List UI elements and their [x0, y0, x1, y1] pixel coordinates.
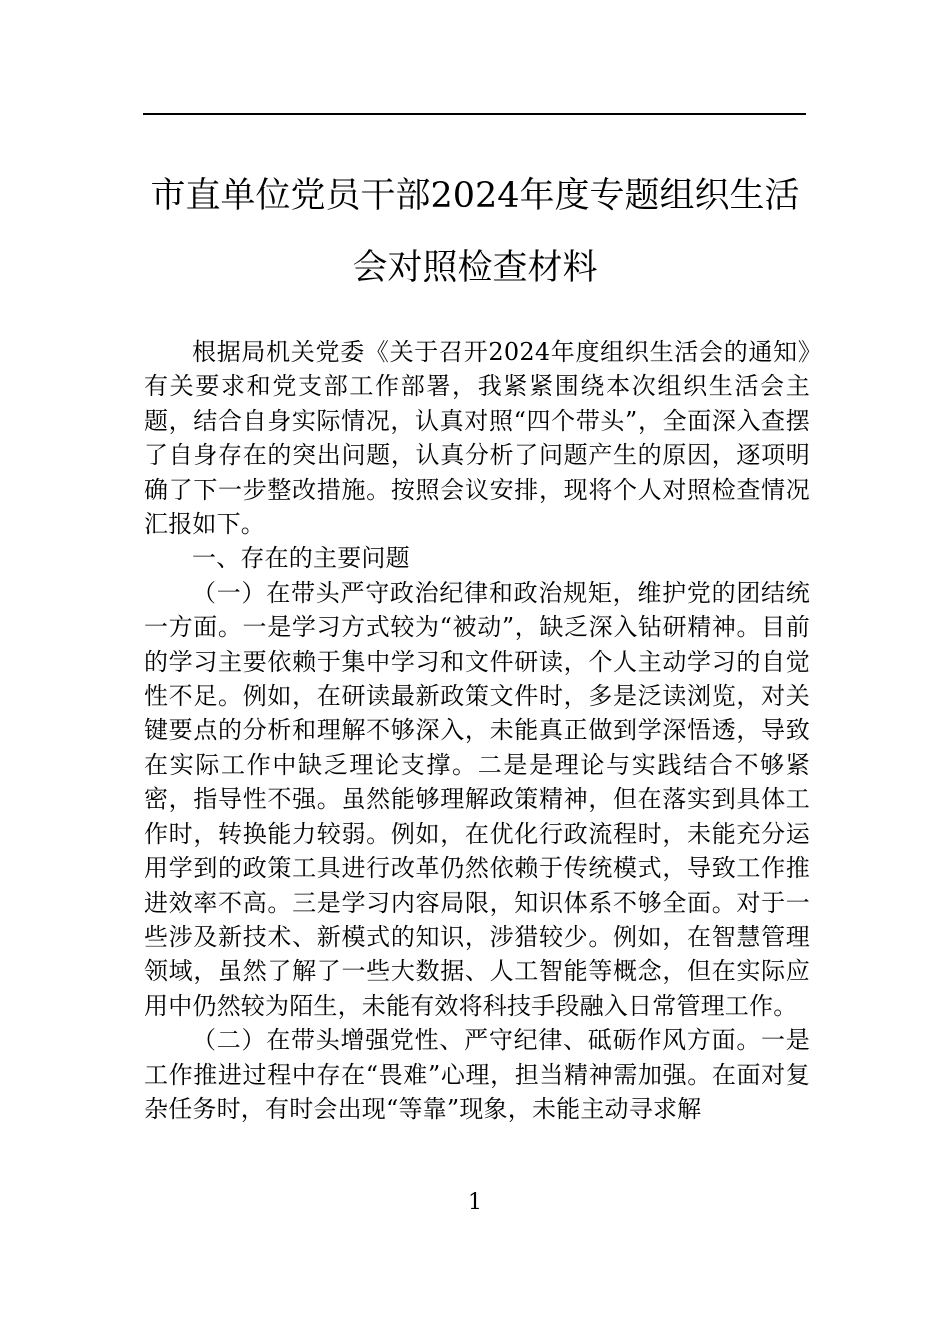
body-paragraph-section-2: （二）在带头增强党性、严守纪律、砥砺作风方面。一是工作推进过程中存在“畏难”心理，担当精神需加强。在面对复杂任务时，有时会出现“等靠”现象，未能主动寻求解 — [144, 1026, 810, 1123]
body-paragraph-section-1: （一）在带头严守政治纪律和政治规矩，维护党的团结统一方面。一是学习方式较为“被动”，缺乏深入钻研精神。目前的学习主要依赖于集中学习和文件研读，个人主动学习的自觉性不足。例如，在研读最新政策文件时，多是泛读浏览，对关键要点的分析和理解不够深入，未能真正做到学深悟透，导致在实际工作中缺乏理论支撑。二是是理论与实践结合不够紧密，指导性不强。虽然能够理解政策精神，但在落实到具体工作时，转换能力较弱。例如，在优化行政流程时，未能充分运用学到的政策工具进行改革仍然依赖于传统模式，导致工作推进效率不高。三是学习内容局限，知识体系不够全面。对于一些涉及新技术、新模式的知识，涉猎较少。例如，在智慧管理领域，虽然了解了一些大数据、人工智能等概念，但在实际应用中仍然较为陌生，未能有效将科技手段融入日常管理工作。 — [144, 578, 810, 1020]
header-rule — [143, 113, 806, 115]
section-heading-main-problems: 一、存在的主要问题 — [192, 544, 410, 573]
document-title: 市直单位党员干部2024年度专题组织生活会对照检查材料 — [150, 176, 800, 288]
body-paragraph-intro: 根据局机关党委《关于召开2024年度组织生活会的通知》有关要求和党支部工作部署，我紧紧围绕本次组织生活会主题，结合自身实际情况，认真对照“四个带头”，全面深入查摆了自身存在的突出问题，认真分析了问题产生的原因，逐项明确了下一步整改措施。按照会议安排，现将个人对照检查情况汇报如下。 — [144, 338, 810, 539]
document-body — [144, 335, 810, 1126]
page-number: 1 — [468, 1190, 482, 1215]
